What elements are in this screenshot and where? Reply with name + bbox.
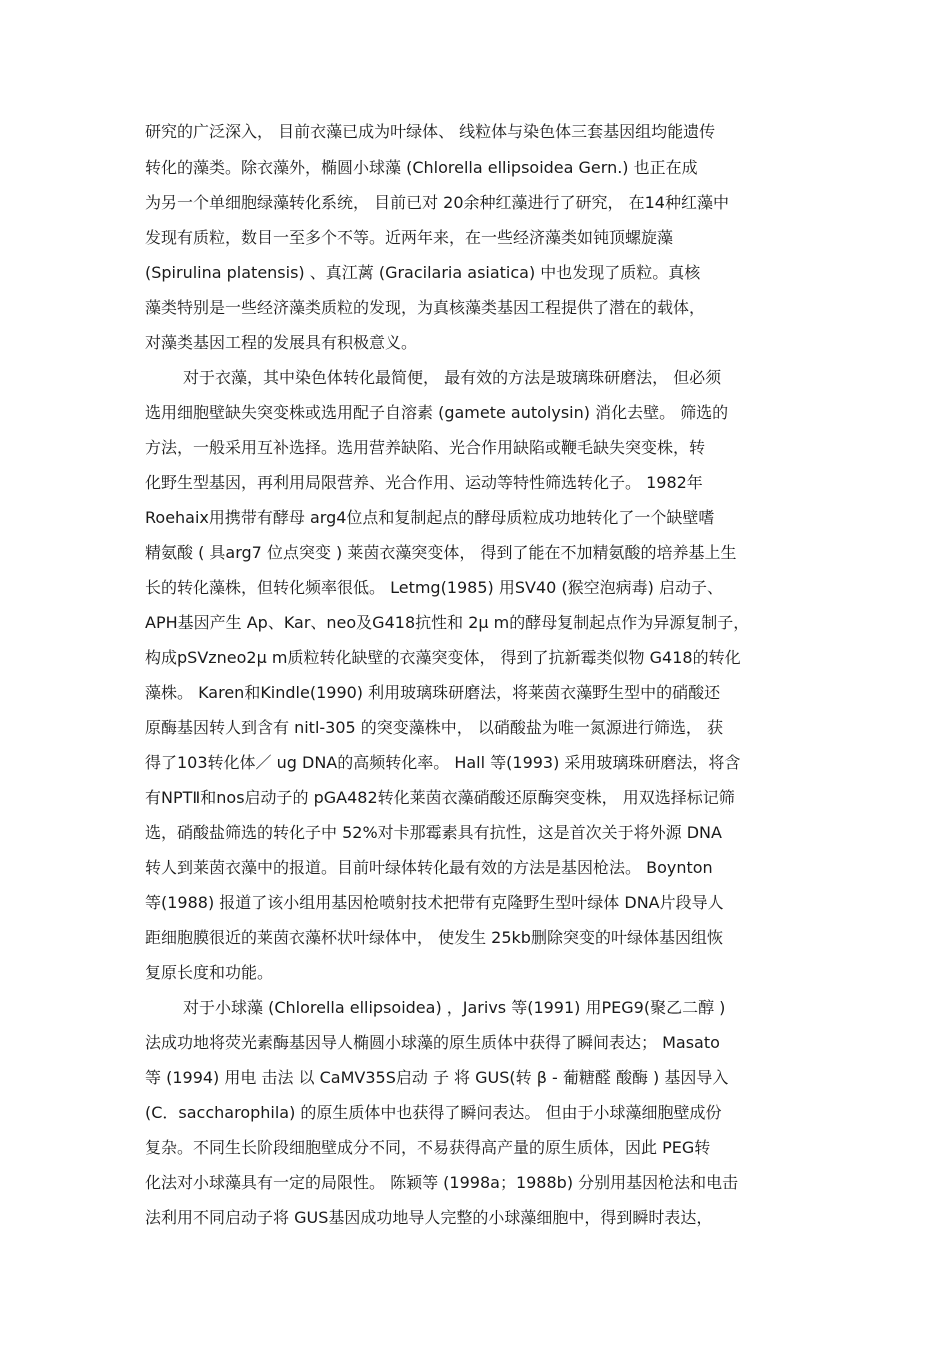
text-line: 藻类特别是一些经济藻类质粒的发现，为真核藻类基因工程提供了潜在的载体， — [145, 298, 706, 317]
text-line: 长的转化藻株，但转化频率很低。 Letmg(1985) 用SV40 (猴空泡病毒) 启动子、 — [145, 578, 723, 597]
text-line: 转人到莱茵衣藻中的报道。目前叶绿体转化最有效的方法是基因枪法。 Boynton — [145, 858, 713, 877]
text-line: (C．saccharophila) 的原生质体中也获得了瞬问表达。 但由于小球藻细胞壁成份 — [145, 1103, 722, 1122]
text-line: (Spirulina platensis) 、真江蓠 (Gracilaria asiatica) 中也发现了质粒。真核 — [145, 263, 701, 282]
text-line: 化野生型基因，再利用局限营养、光合作用、运动等特性筛选转化子。 1982年 — [145, 473, 703, 492]
text-line: 方法，一般采用互补选择。选用营养缺陷、光合作用缺陷或鞭毛缺失突变株，转 — [145, 438, 706, 457]
text-line: APH基因产生 Ap、Kar、neo及G418抗性和 2μ m的酵母复制起点作为异源复制子， — [145, 613, 750, 632]
text-line: 发现有质粒，数目一至多个不等。近两年来，在一些经济藻类如钝顶螺旋藻 — [145, 228, 674, 247]
text-line: 法成功地将荧光素酶基因导人椭圆小球藻的原生质体中获得了瞬间表达； Masato — [145, 1033, 720, 1052]
text-line: 选，硝酸盐筛选的转化子中 52%对卡那霉素具有抗性，这是首次关于将外源 DNA — [145, 823, 722, 842]
text-line: 转化的藻类。除衣藻外，椭圆小球藻 (Chlorella ellipsoidea Gern.) 也正在成 — [145, 158, 698, 177]
text-line: 研究的广泛深入， 目前衣藻已成为叶绿体、 线粒体与染色体三套基因组均能遗传 — [145, 122, 716, 141]
text-line: 复原长度和功能。 — [145, 963, 274, 982]
text-line: 得了103转化体／ ug DNA的高频转化率。 Hall 等(1993) 采用玻璃珠研磨法，将含 — [145, 753, 741, 772]
text-line: 有NPTⅡ和nos启动子的 pGA482转化莱茵衣藻硝酸还原酶突变株， 用双选择标记筛 — [145, 788, 735, 807]
paragraph-first-line: 对于小球藻 (Chlorella ellipsoidea) ，Jarivs 等(1991) 用PEG9(聚乙二醇 ) — [183, 998, 726, 1017]
text-line: 为另一个单细胞绿藻转化系统， 目前已对 20余种红藻进行了研究， 在14种红藻中 — [145, 193, 729, 212]
text-line: 对藻类基因工程的发展具有积极意义。 — [145, 333, 418, 352]
text-line: 化法对小球藻具有一定的局限性。 陈颖等 (1998a；1988b) 分别用基因枪法和电击 — [145, 1173, 739, 1192]
text-line: 法利用不同启动子将 GUS基因成功地导人完整的小球藻细胞中，得到瞬时表达， — [145, 1208, 713, 1227]
text-line: 藻株。 Karen和Kindle(1990) 利用玻璃珠研磨法，将莱茵衣藻野生型中的硝酸还 — [145, 683, 721, 702]
text-line: 选用细胞壁缺失突变株或选用配子自溶素 (gamete autolysin) 消化去壁。 筛选的 — [145, 403, 729, 422]
text-line: 构成pSVzneo2μ m质粒转化缺壁的衣藻突变体， 得到了抗新霉类似物 G418的转化 — [145, 648, 741, 667]
text-line: 距细胞膜很近的莱茵衣藻杯状叶绿体中， 使发生 25kb删除突变的叶绿体基因组恢 — [145, 928, 723, 947]
text-line: Roehaix用携带有酵母 arg4位点和复制起点的酵母质粒成功地转化了一个缺壁嗜 — [145, 508, 715, 527]
text-line: 原酶基因转人到含有 nitl-305 的突变藻株中， 以硝酸盐为唯一氮源进行筛选， 获 — [145, 718, 723, 737]
text-line: 等(1988) 报道了该小组用基因枪喷射技术把带有克隆野生型叶绿体 DNA片段导人 — [145, 893, 724, 912]
text-line: 等 (1994) 用电 击法 以 CaMV35S启动 子 将 GUS(转 β - 葡糖醛 酸酶 ) 基因导入 — [145, 1068, 729, 1087]
text-line: 复杂。不同生长阶段细胞壁成分不同，不易获得高产量的原生质体，因此 PEG转 — [145, 1138, 711, 1157]
paragraph-first-line: 对于衣藻，其中染色体转化最简便， 最有效的方法是玻璃珠研磨法， 但必须 — [183, 368, 722, 387]
text-line: 精氨酸 ( 具arg7 位点突变 ) 莱茵衣藻突变体， 得到了能在不加精氨酸的培养基上生 — [145, 543, 737, 562]
